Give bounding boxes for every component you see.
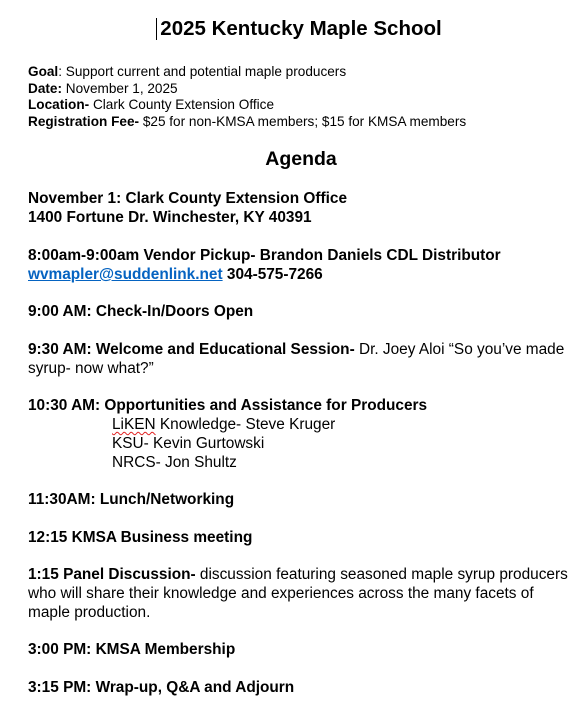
vendor-block <box>28 246 573 284</box>
membership-item: 3:00 PM: KMSA Membership <box>28 641 236 658</box>
panel-heading: 1:15 Panel Discussion- <box>28 566 196 583</box>
location-line: Location- Clark County Extension Office <box>28 97 275 112</box>
venue-line-1: November 1: Clark County Extension Office <box>28 190 348 207</box>
presenter-ksu: KSU- Kevin Gurtowski <box>112 435 265 452</box>
welcome-item <box>28 340 573 378</box>
vendor-heading: 8:00am-9:00am Vendor Pickup- Brandon Daniels CDL Distributor <box>28 247 501 264</box>
panel-text: discussion featuring seasoned maple syrup producers who will share their knowledge and experiences across the many facets of maple production. <box>28 566 568 621</box>
vendor-phone: 304-575-7266 <box>222 266 323 283</box>
event-details <box>28 64 466 130</box>
checkin-item: 9:00 AM: Check-In/Doors Open <box>28 303 254 320</box>
vendor-email-link[interactable]: wvmapler@suddenlink.net <box>28 266 223 283</box>
presenter-nrcs: NRCS- Jon Shultz <box>112 454 237 471</box>
presenter-liken: LiKEN Knowledge- Steve Kruger <box>112 416 336 433</box>
lunch-item: 11:30AM: Lunch/Networking <box>28 491 235 508</box>
date-line: Date: November 1, 2025 <box>28 80 178 96</box>
venue-block <box>28 189 573 227</box>
goal-line: Goal: Support current and potential maple producers <box>28 64 347 79</box>
business-item: 12:15 KMSA Business meeting <box>28 529 253 546</box>
opportunities-heading: 10:30 AM: Opportunities and Assistance for Producers <box>28 397 428 414</box>
spellcheck-word: LiKEN <box>112 416 156 433</box>
opportunities-item <box>28 396 573 472</box>
agenda-heading: Agenda <box>265 148 337 170</box>
welcome-heading: 9:30 AM: Welcome and Educational Session- <box>28 341 355 358</box>
panel-item <box>28 565 573 622</box>
fee-line: Registration Fee- $25 for non-KMSA members; $15 for KMSA members <box>28 113 467 129</box>
venue-line-2: 1400 Fortune Dr. Winchester, KY 40391 <box>28 209 312 226</box>
document-title: 2025 Kentucky Maple School <box>160 17 442 40</box>
welcome-text: Dr. Joey Aloi “So you’ve made syrup- now what?” <box>28 341 565 377</box>
wrapup-item: 3:15 PM: Wrap-up, Q&A and Adjourn <box>28 679 295 696</box>
